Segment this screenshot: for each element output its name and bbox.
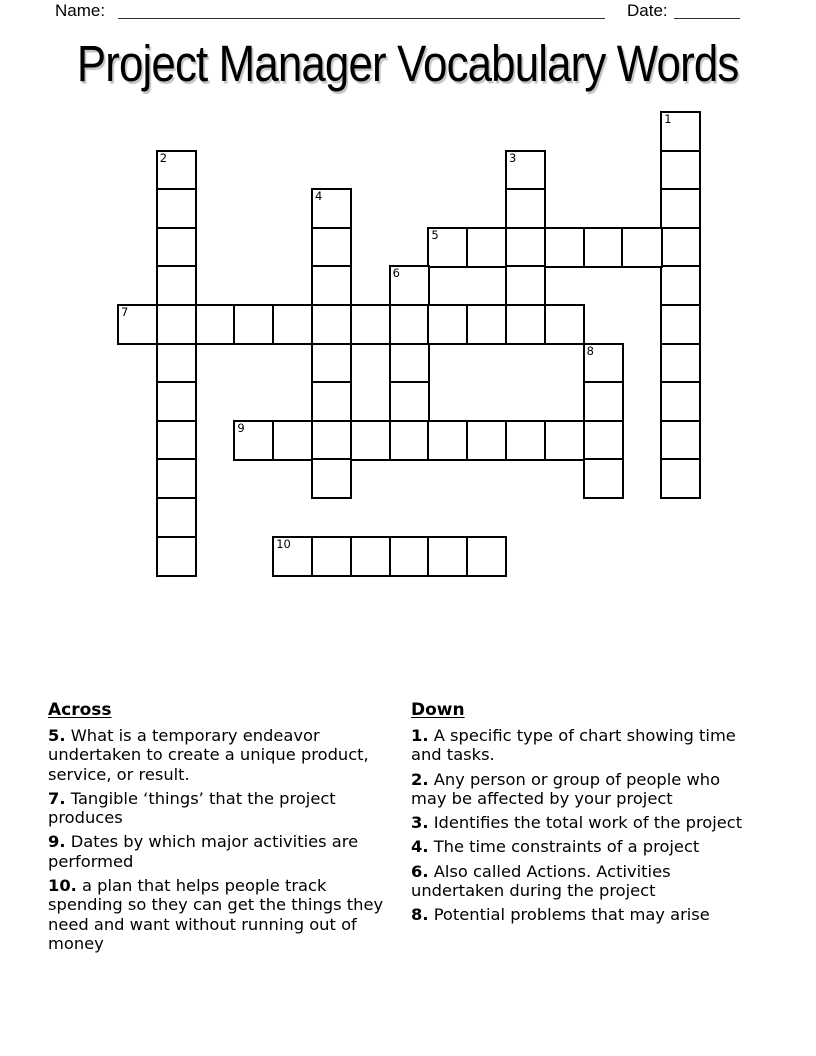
grid-number-4: 4 [315,189,323,204]
grid-cell-1-4[interactable] [156,265,197,306]
grid-cell-5-3[interactable] [311,227,352,268]
grid-cell-5-6[interactable] [311,343,352,384]
grid-cell-14-3[interactable] [660,227,701,268]
grid-cell-10-5[interactable] [505,304,546,345]
grid-cell-1-9[interactable] [156,458,197,499]
grid-cell-5-5[interactable] [311,304,352,345]
grid-cell-9-11[interactable] [466,536,507,577]
grid-number-5: 5 [431,227,439,242]
grid-cell-2-5[interactable] [195,304,236,345]
grid-cell-10-4[interactable] [505,265,546,306]
grid-cell-11-5[interactable] [544,304,585,345]
grid-cell-7-8[interactable] [389,420,430,461]
clue-down-8 [411,905,757,924]
clue-across-5 [48,726,388,784]
grid-cell-9-5[interactable] [466,304,507,345]
clue-number-label: 2. [411,769,429,789]
clue-number-label: 10. [48,876,77,896]
grid-cell-3-5[interactable] [233,304,274,345]
across-clues-column [48,700,388,958]
grid-number-10: 10 [276,536,291,551]
name-blank-line[interactable] [118,0,605,19]
grid-cell-14-4[interactable] [660,265,701,306]
across-clue-list [48,726,388,953]
title-wrap [0,37,816,91]
grid-cell-4-8[interactable] [272,420,313,461]
grid-cell-14-7[interactable] [660,381,701,422]
clue-number-label: 6. [411,861,429,881]
date-blank-line[interactable] [674,0,740,19]
clue-text: Also called Actions. Activities undertaken during the project [411,861,671,901]
date-label: Date: [627,1,668,20]
page-title: Project Manager Vocabulary Words [77,35,739,92]
clue-across-9 [48,832,388,871]
grid-cell-1-8[interactable] [156,420,197,461]
grid-cell-6-11[interactable] [350,536,391,577]
grid-cell-1-2[interactable] [156,188,197,229]
grid-cell-10-8[interactable] [505,420,546,461]
clue-number-label: 3. [411,813,429,833]
clue-down-3 [411,813,757,832]
grid-cell-11-8[interactable] [544,420,585,461]
grid-cell-14-2[interactable] [660,188,701,229]
clue-across-7 [48,789,388,828]
grid-cell-4-5[interactable] [272,304,313,345]
grid-cell-1-11[interactable] [156,536,197,577]
clue-text: The time constraints of a project [428,837,700,857]
grid-cell-1-7[interactable] [156,381,197,422]
grid-number-2: 2 [159,150,168,165]
clue-text: Any person or group of people who may be affected by your project [411,769,721,808]
grid-cell-6-8[interactable] [350,420,391,461]
down-clue-list [411,726,757,925]
grid-cell-5-7[interactable] [311,381,352,422]
grid-number-1: 1 [664,112,672,126]
grid-cell-10-2[interactable] [505,188,546,229]
grid-cell-5-4[interactable] [311,265,352,306]
clue-number-label: 8. [411,905,429,925]
name-label: Name: [55,1,106,20]
grid-number-3: 3 [509,150,517,165]
down-heading: Down [411,700,465,720]
grid-cell-9-3[interactable] [466,227,507,268]
grid-cell-9-8[interactable] [466,420,507,461]
grid-cell-8-11[interactable] [427,536,468,577]
clue-text: A specific type of chart showing time and tasks. [411,726,736,765]
grid-cell-8-5[interactable] [427,304,468,345]
clue-across-10 [48,876,388,953]
grid-number-7: 7 [121,305,129,319]
grid-cell-12-8[interactable] [583,420,624,461]
grid-cell-14-5[interactable] [660,304,701,345]
clue-text: Tangible ‘things’ that the project produces [48,788,336,828]
clue-text: Dates by which major activities are performed [48,832,359,871]
clue-number-label: 9. [48,832,66,852]
grid-cell-7-7[interactable] [389,381,430,422]
grid-cell-1-5[interactable] [156,304,197,345]
grid-cell-14-1[interactable] [660,150,701,191]
clue-text: What is a temporary endeavor undertaken to create a unique product, service, or result. [48,726,369,784]
grid-cell-12-3[interactable] [583,227,624,268]
crossword-grid [117,111,701,577]
grid-number-8: 8 [586,343,594,358]
down-clues-column [411,700,757,930]
grid-cell-5-9[interactable] [311,458,352,499]
clue-number-label: 7. [48,788,66,808]
clue-down-6 [411,862,757,901]
clue-number-label: 5. [48,726,66,745]
grid-cell-7-11[interactable] [389,536,430,577]
grid-cell-13-3[interactable] [621,227,662,268]
grid-cell-1-3[interactable] [156,227,197,268]
clue-text: a plan that helps people track spending so they can get the things they need and want without running out of money [48,876,384,953]
grid-cell-12-9[interactable] [583,458,624,499]
clue-down-1 [411,726,757,765]
clue-down-2 [411,770,757,809]
grid-cell-14-6[interactable] [660,343,701,384]
grid-cell-12-7[interactable] [583,381,624,422]
grid-number-6: 6 [392,266,400,281]
grid-cell-8-8[interactable] [427,420,468,461]
clue-down-4 [411,837,757,856]
grid-cell-5-8[interactable] [311,420,352,461]
grid-cell-10-3[interactable] [505,227,546,268]
grid-cell-6-5[interactable] [350,304,391,345]
grid-cell-7-5[interactable] [389,304,430,345]
grid-number-9: 9 [237,420,245,435]
grid-cell-14-8[interactable] [660,420,701,461]
grid-cell-7-6[interactable] [389,343,430,384]
grid-cell-14-9[interactable] [660,458,701,499]
grid-cell-1-10[interactable] [156,497,197,538]
clue-text: Identifies the total work of the project [428,813,743,833]
clue-number-label: 4. [411,837,429,857]
clue-number-label: 1. [411,726,429,745]
grid-cell-1-6[interactable] [156,343,197,384]
grid-cell-11-3[interactable] [544,227,585,268]
grid-cell-5-11[interactable] [311,536,352,577]
across-heading: Across [48,700,112,720]
clue-text: Potential problems that may arise [428,905,710,925]
